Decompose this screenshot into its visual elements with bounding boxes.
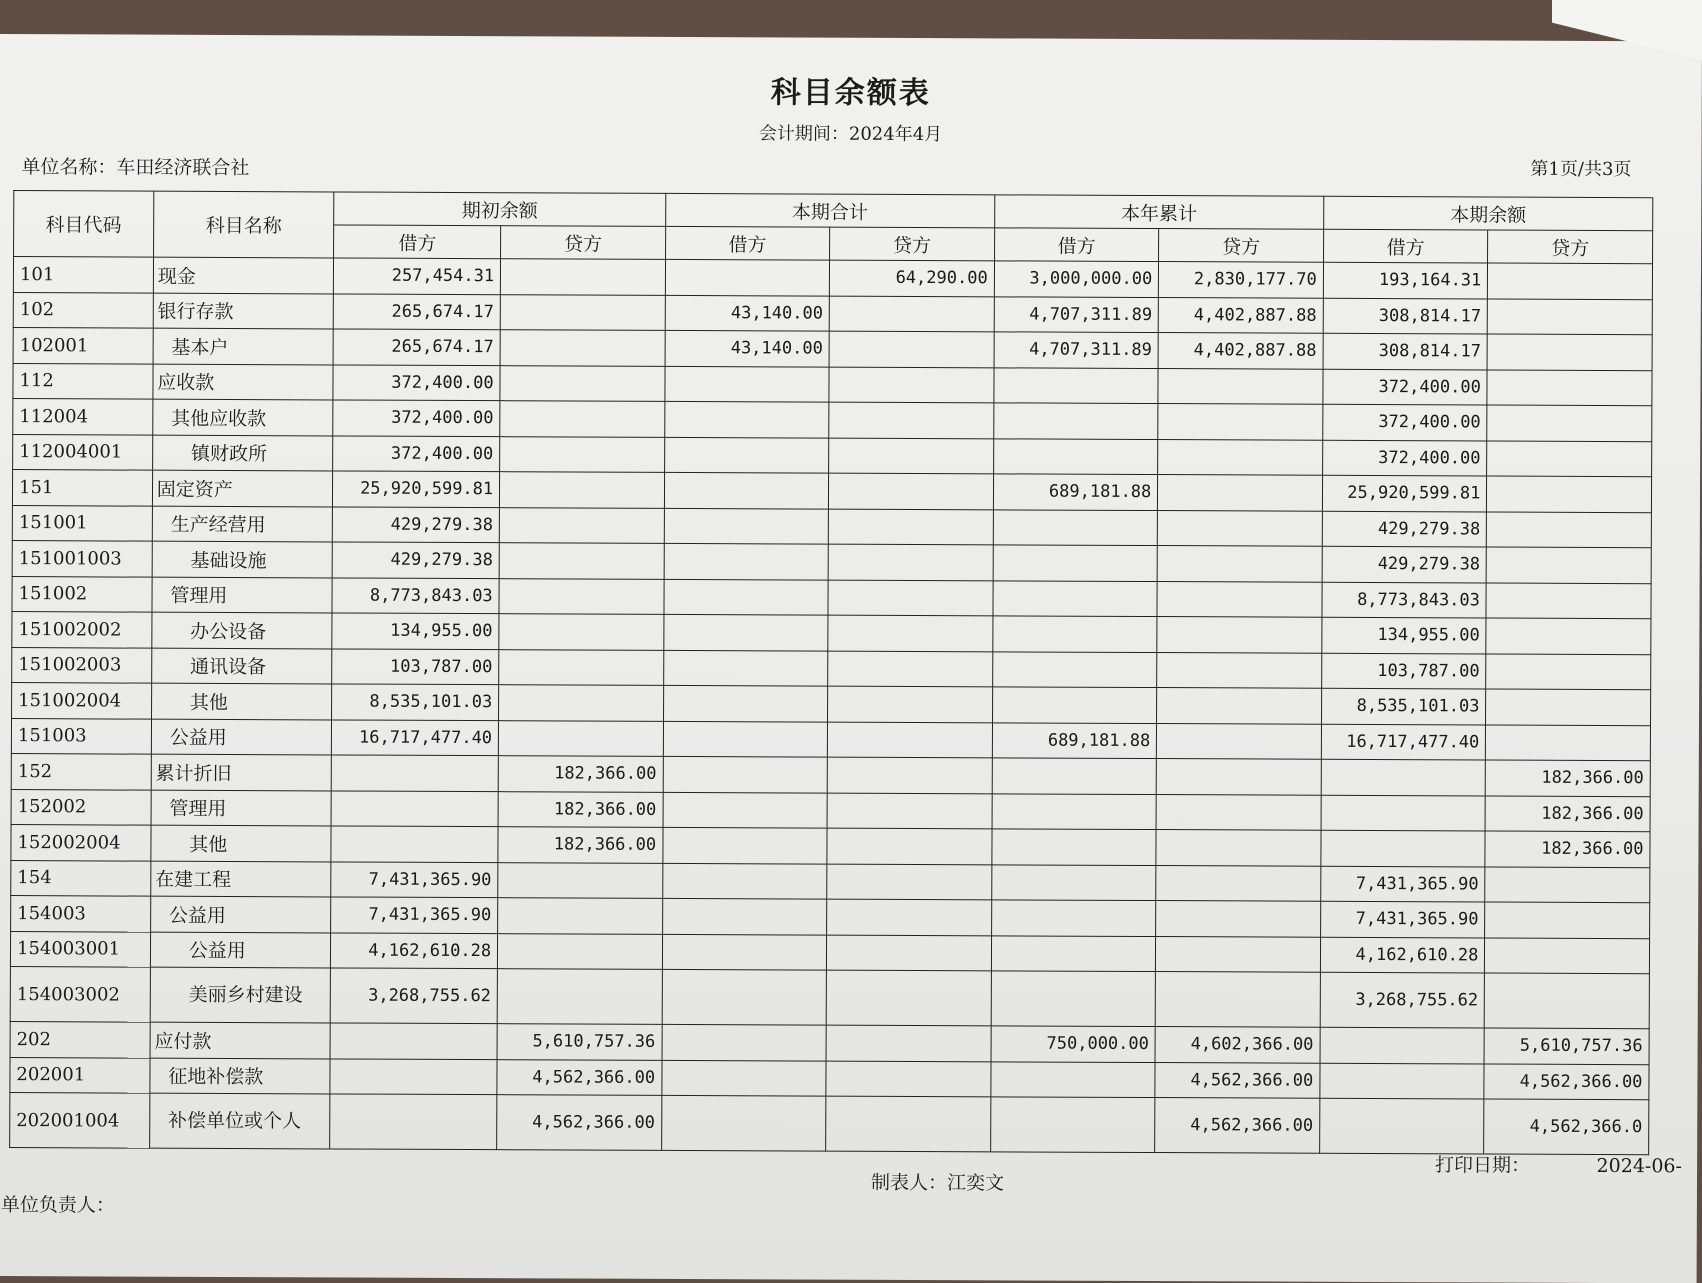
account-code: 154	[11, 860, 151, 896]
header-period-total: 本期合计	[665, 193, 994, 227]
year-credit-cell	[1158, 368, 1323, 404]
closing-debit-cell	[1321, 759, 1486, 795]
closing-debit-cell: 4,162,610.28	[1320, 937, 1485, 973]
closing-credit-cell	[1487, 405, 1652, 441]
period-debit-cell	[663, 685, 828, 721]
period-debit-cell	[661, 1095, 826, 1151]
year-credit-cell	[1158, 439, 1323, 475]
period-debit-cell	[665, 259, 830, 295]
closing-debit-cell: 16,717,477.40	[1321, 724, 1486, 760]
year-debit-cell	[991, 971, 1156, 1027]
period-debit-cell	[664, 437, 829, 473]
year-debit-cell	[992, 793, 1157, 829]
year-credit-cell: 4,402,887.88	[1159, 297, 1324, 333]
closing-debit-cell: 25,920,599.81	[1322, 475, 1487, 511]
account-code: 202001004	[10, 1093, 150, 1149]
opening-debit-cell	[332, 755, 499, 791]
account-code: 151002	[12, 576, 152, 612]
year-debit-cell	[993, 545, 1158, 581]
opening-debit-cell	[330, 1023, 497, 1059]
period-credit-cell	[826, 1025, 991, 1061]
opening-debit-cell: 372,400.00	[333, 435, 500, 471]
header-debit: 借方	[334, 225, 501, 259]
account-code: 112004	[13, 399, 153, 435]
opening-credit-cell	[498, 862, 663, 898]
year-debit-cell	[994, 367, 1159, 403]
opening-debit-cell: 265,674.17	[334, 329, 501, 365]
closing-credit-cell	[1486, 653, 1651, 689]
account-name: 补偿单位或个人	[149, 1093, 330, 1149]
account-name: 应收款	[153, 364, 334, 400]
year-debit-cell	[992, 687, 1157, 723]
year-credit-cell	[1157, 652, 1322, 688]
closing-debit-cell	[1320, 1027, 1485, 1063]
closing-credit-cell: 4,562,366.0	[1484, 1099, 1649, 1155]
opening-debit-cell: 25,920,599.81	[333, 471, 500, 507]
period-credit-cell: 64,290.00	[830, 260, 995, 296]
year-debit-cell	[992, 651, 1157, 687]
account-name: 其他应收款	[153, 399, 334, 435]
closing-credit-cell	[1487, 334, 1652, 370]
opening-credit-cell: 4,562,366.00	[497, 1059, 662, 1095]
header-debit: 借方	[1323, 229, 1488, 263]
year-debit-cell	[993, 580, 1158, 616]
year-credit-cell	[1158, 404, 1323, 440]
closing-credit-cell	[1485, 902, 1650, 938]
closing-debit-cell: 7,431,365.90	[1320, 901, 1485, 937]
year-credit-cell	[1156, 865, 1321, 901]
period-debit-cell	[663, 756, 828, 792]
year-credit-cell	[1157, 688, 1322, 724]
closing-credit-cell	[1486, 724, 1651, 760]
header-credit: 贷方	[1159, 229, 1324, 263]
closing-credit-cell	[1486, 547, 1651, 583]
closing-debit-cell	[1321, 830, 1486, 866]
period-credit-cell	[827, 793, 992, 829]
opening-debit-cell: 372,400.00	[333, 400, 500, 436]
year-debit-cell	[991, 864, 1156, 900]
year-debit-cell: 3,000,000.00	[994, 261, 1159, 297]
opening-debit-cell: 134,955.00	[332, 613, 499, 649]
opening-credit-cell	[499, 543, 664, 579]
year-credit-cell	[1157, 581, 1322, 617]
header-closing-balance: 本期余额	[1324, 196, 1653, 230]
opening-debit-cell: 8,773,843.03	[332, 577, 499, 613]
header-code: 科目代码	[14, 191, 154, 258]
account-name: 公益用	[150, 896, 331, 932]
account-name: 通讯设备	[151, 648, 332, 684]
closing-credit-cell: 5,610,757.36	[1484, 1028, 1649, 1064]
closing-debit-cell: 103,787.00	[1322, 653, 1487, 689]
opening-credit-cell	[498, 933, 663, 969]
period-debit-cell	[664, 508, 829, 544]
year-debit-cell	[990, 1097, 1155, 1153]
period-credit-cell	[829, 296, 994, 332]
account-name: 基础设施	[152, 541, 333, 577]
opening-credit-cell	[499, 507, 664, 543]
period-debit-cell	[664, 401, 829, 437]
period-debit-cell	[662, 969, 827, 1025]
period-credit-cell	[829, 438, 994, 474]
year-debit-cell: 4,707,311.89	[994, 296, 1159, 332]
period-debit-cell: 43,140.00	[665, 295, 830, 331]
closing-credit-cell	[1488, 263, 1653, 299]
account-name: 办公设备	[152, 612, 333, 648]
account-name: 公益用	[151, 719, 332, 755]
account-code: 112004001	[13, 434, 153, 470]
closing-debit-cell: 308,814.17	[1323, 298, 1488, 334]
period-debit-cell: 43,140.00	[665, 330, 830, 366]
account-name: 基本户	[153, 328, 334, 364]
period-credit-cell	[827, 935, 992, 971]
account-code: 154003	[11, 896, 151, 932]
account-name: 在建工程	[151, 861, 332, 897]
closing-credit-cell: 4,562,366.00	[1484, 1063, 1649, 1099]
closing-credit-cell	[1487, 511, 1652, 547]
header-debit: 借方	[665, 226, 830, 260]
period-credit-cell	[828, 580, 993, 616]
closing-credit-cell	[1485, 866, 1650, 902]
account-name: 公益用	[150, 932, 331, 968]
period-credit-cell	[828, 544, 993, 580]
account-code: 112	[13, 363, 153, 399]
account-name: 管理用	[152, 577, 333, 613]
page-indicator: 第1页/共3页	[1530, 158, 1632, 181]
period-credit-cell	[829, 367, 994, 403]
account-name: 银行存款	[153, 293, 334, 329]
year-credit-cell	[1156, 901, 1321, 937]
year-credit-cell: 4,562,366.00	[1155, 1062, 1320, 1098]
header-credit: 贷方	[1488, 230, 1653, 264]
opening-credit-cell	[498, 898, 663, 934]
account-name: 征地补偿款	[150, 1058, 331, 1094]
opening-credit-cell	[499, 578, 664, 614]
period-debit-cell	[662, 1060, 827, 1096]
period-credit-cell	[828, 615, 993, 651]
closing-credit-cell	[1487, 440, 1652, 476]
opening-debit-cell: 372,400.00	[333, 364, 500, 400]
closing-debit-cell: 429,279.38	[1322, 546, 1487, 582]
account-code: 152002004	[11, 825, 151, 861]
opening-credit-cell	[499, 614, 664, 650]
opening-debit-cell: 7,431,365.90	[331, 897, 498, 933]
year-credit-cell	[1156, 830, 1321, 866]
closing-credit-cell: 182,366.00	[1485, 831, 1650, 867]
account-code: 154003001	[10, 931, 150, 967]
account-name: 现金	[153, 257, 334, 293]
year-credit-cell	[1156, 936, 1321, 972]
closing-debit-cell	[1321, 795, 1486, 831]
unit-name: 单位名称：车田经济联合社	[21, 156, 250, 180]
period-credit-cell	[827, 899, 992, 935]
account-name: 管理用	[151, 790, 332, 826]
year-credit-cell	[1158, 510, 1323, 546]
account-code: 152002	[11, 789, 151, 825]
opening-credit-cell: 182,366.00	[498, 756, 663, 792]
accounting-period: 会计期间：2024年4月	[758, 123, 943, 146]
closing-credit-cell	[1486, 582, 1651, 618]
closing-debit-cell: 193,164.31	[1323, 262, 1488, 298]
header-opening-balance: 期初余额	[334, 192, 665, 226]
opening-debit-cell: 429,279.38	[333, 506, 500, 542]
year-debit-cell: 689,181.88	[992, 722, 1157, 758]
period-credit-cell	[828, 651, 993, 687]
opening-credit-cell: 182,366.00	[498, 827, 663, 863]
period-debit-cell	[662, 934, 827, 970]
opening-debit-cell	[330, 1058, 497, 1094]
opening-debit-cell: 265,674.17	[334, 293, 501, 329]
year-debit-cell	[991, 1061, 1156, 1097]
period-credit-cell	[828, 686, 993, 722]
account-code: 151001003	[12, 541, 152, 577]
period-debit-cell	[662, 863, 827, 899]
closing-debit-cell: 8,773,843.03	[1322, 582, 1487, 618]
closing-credit-cell	[1485, 973, 1650, 1029]
year-credit-cell	[1157, 546, 1322, 582]
period-debit-cell	[662, 1024, 827, 1060]
year-debit-cell	[993, 509, 1158, 545]
year-credit-cell: 2,830,177.70	[1159, 262, 1324, 298]
opening-credit-cell: 182,366.00	[498, 791, 663, 827]
year-debit-cell: 750,000.00	[991, 1026, 1156, 1062]
closing-debit-cell: 372,400.00	[1323, 404, 1488, 440]
year-debit-cell	[993, 616, 1158, 652]
opening-debit-cell: 257,454.31	[334, 258, 501, 294]
period-credit-cell	[827, 864, 992, 900]
opening-credit-cell	[499, 649, 664, 685]
year-credit-cell	[1156, 794, 1321, 830]
opening-credit-cell	[498, 720, 663, 756]
opening-debit-cell: 7,431,365.90	[331, 861, 498, 897]
period-credit-cell	[829, 473, 994, 509]
period-credit-cell	[829, 402, 994, 438]
opening-debit-cell: 103,787.00	[332, 648, 499, 684]
year-debit-cell	[991, 935, 1156, 971]
opening-credit-cell	[500, 401, 665, 437]
period-credit-cell	[829, 331, 994, 367]
year-debit-cell	[993, 438, 1158, 474]
account-code: 202	[10, 1022, 150, 1058]
opening-credit-cell	[500, 365, 665, 401]
period-debit-cell	[665, 366, 830, 402]
period-credit-cell	[827, 828, 992, 864]
opening-debit-cell	[330, 1094, 497, 1150]
account-code: 151002002	[12, 612, 152, 648]
period-debit-cell	[663, 650, 828, 686]
opening-debit-cell: 3,268,755.62	[331, 968, 498, 1024]
account-code: 151	[12, 470, 152, 506]
year-debit-cell	[992, 758, 1157, 794]
period-debit-cell	[664, 543, 829, 579]
closing-credit-cell	[1485, 937, 1650, 973]
closing-debit-cell: 8,535,101.03	[1321, 688, 1486, 724]
table-row	[10, 967, 1649, 1029]
period-credit-cell	[826, 1061, 991, 1097]
report-maker: 制表人：江奕文	[870, 1171, 1005, 1195]
opening-credit-cell	[500, 330, 665, 366]
year-credit-cell	[1155, 972, 1320, 1028]
closing-debit-cell: 429,279.38	[1322, 511, 1487, 547]
header-debit: 借方	[994, 228, 1159, 262]
period-debit-cell	[664, 472, 829, 508]
period-credit-cell	[827, 757, 992, 793]
year-debit-cell: 4,707,311.89	[994, 332, 1159, 368]
header-name: 科目名称	[153, 191, 334, 258]
year-credit-cell: 4,602,366.00	[1155, 1027, 1320, 1063]
unit-head-label: 单位负责人：	[0, 1194, 115, 1217]
period-debit-cell	[664, 614, 829, 650]
account-name: 其他	[151, 825, 332, 861]
opening-credit-cell	[499, 685, 664, 721]
period-credit-cell	[828, 722, 993, 758]
opening-credit-cell	[497, 969, 662, 1025]
closing-debit-cell: 372,400.00	[1322, 440, 1487, 476]
account-name: 其他	[151, 683, 332, 719]
closing-credit-cell	[1486, 618, 1651, 654]
opening-debit-cell: 16,717,477.40	[332, 719, 499, 755]
year-debit-cell	[992, 829, 1157, 865]
table-body	[10, 257, 1653, 1155]
period-debit-cell	[662, 898, 827, 934]
account-name: 应付款	[150, 1022, 331, 1058]
year-debit-cell: 689,181.88	[993, 474, 1158, 510]
account-code: 102	[13, 292, 153, 328]
closing-credit-cell: 182,366.00	[1486, 760, 1651, 796]
period-credit-cell	[826, 1096, 991, 1152]
closing-debit-cell	[1320, 1063, 1485, 1099]
closing-credit-cell: 182,366.00	[1485, 795, 1650, 831]
year-credit-cell: 4,402,887.88	[1158, 333, 1323, 369]
year-credit-cell	[1157, 617, 1322, 653]
account-code: 152	[11, 754, 151, 790]
account-code: 151001	[12, 505, 152, 541]
account-name: 固定资产	[152, 470, 333, 506]
closing-credit-cell	[1487, 476, 1652, 512]
print-date: 打印日期： 2024-06-	[1435, 1154, 1682, 1178]
account-code: 151002003	[12, 647, 152, 683]
balance-table	[9, 190, 1653, 1155]
opening-debit-cell	[332, 790, 499, 826]
opening-credit-cell: 4,562,366.00	[497, 1095, 662, 1151]
closing-debit-cell: 7,431,365.90	[1321, 866, 1486, 902]
year-credit-cell	[1158, 475, 1323, 511]
year-credit-cell: 4,562,366.00	[1155, 1098, 1320, 1154]
closing-debit-cell: 3,268,755.62	[1320, 972, 1485, 1028]
year-debit-cell	[994, 403, 1159, 439]
header-credit: 贷方	[501, 226, 666, 260]
period-debit-cell	[663, 721, 828, 757]
opening-debit-cell: 8,535,101.03	[332, 684, 499, 720]
report-sheet	[0, 34, 1702, 1283]
period-debit-cell	[663, 827, 828, 863]
account-name: 生产经营用	[152, 506, 333, 542]
account-code: 102001	[13, 328, 153, 364]
closing-credit-cell	[1487, 369, 1652, 405]
closing-debit-cell: 372,400.00	[1323, 369, 1488, 405]
account-name: 累计折旧	[151, 754, 332, 790]
account-code: 101	[13, 257, 153, 293]
year-credit-cell	[1156, 759, 1321, 795]
closing-debit-cell	[1319, 1098, 1484, 1154]
account-code: 151002004	[12, 683, 152, 719]
closing-debit-cell: 308,814.17	[1323, 333, 1488, 369]
opening-debit-cell: 429,279.38	[333, 542, 500, 578]
account-name: 镇财政所	[152, 435, 333, 471]
year-credit-cell	[1157, 723, 1322, 759]
opening-credit-cell	[500, 436, 665, 472]
period-credit-cell	[826, 970, 991, 1026]
opening-debit-cell: 4,162,610.28	[331, 932, 498, 968]
account-code: 151003	[11, 718, 151, 754]
account-code: 154003002	[10, 967, 150, 1023]
opening-credit-cell	[500, 472, 665, 508]
year-debit-cell	[991, 900, 1156, 936]
opening-credit-cell	[501, 259, 666, 295]
header-credit: 贷方	[830, 227, 995, 261]
opening-credit-cell	[500, 294, 665, 330]
account-code: 202001	[10, 1057, 150, 1093]
header-year-cumulative: 本年累计	[994, 195, 1323, 229]
account-name: 美丽乡村建设	[150, 967, 331, 1023]
closing-credit-cell	[1488, 298, 1653, 334]
period-debit-cell	[663, 792, 828, 828]
opening-credit-cell: 5,610,757.36	[497, 1024, 662, 1060]
closing-credit-cell	[1486, 689, 1651, 725]
closing-debit-cell: 134,955.00	[1322, 617, 1487, 653]
period-credit-cell	[829, 509, 994, 545]
table-row	[10, 1093, 1649, 1155]
opening-debit-cell	[331, 826, 498, 862]
report-title: 科目余额表	[770, 75, 931, 112]
period-debit-cell	[664, 579, 829, 615]
